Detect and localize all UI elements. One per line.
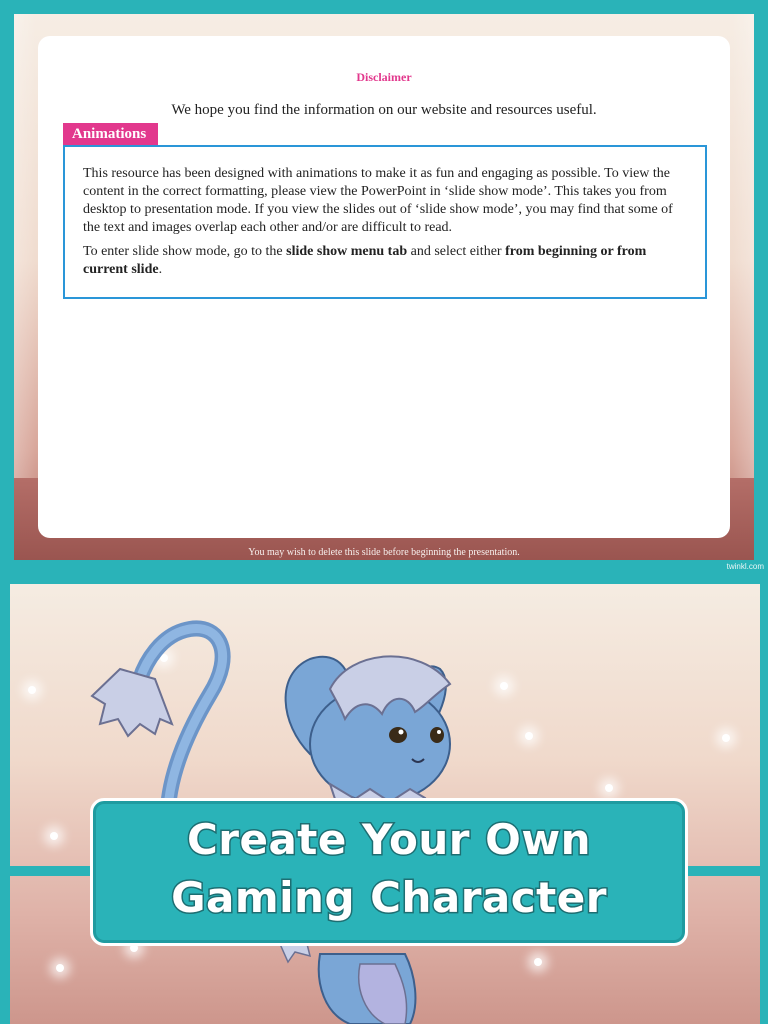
title-slide bbox=[10, 584, 760, 1024]
title-banner bbox=[90, 798, 688, 946]
animations-tab-label: Animations bbox=[63, 123, 158, 145]
instructions-text: . bbox=[158, 262, 163, 277]
animations-info-box bbox=[63, 145, 707, 299]
animations-paragraph: This resource has been designed with animations to make it as fun and engaging as possible. To view the content in the correct formatting, please view the PowerPoint in ‘slide show mode’. This takes you from desktop to presentation mode. If you view the slides out of ‘slide show mode’, you may find that some of the text and images overlap each other and/or are difficult to read. bbox=[83, 166, 673, 235]
intro-text: We hope you find the information on our website and resources useful. bbox=[171, 102, 597, 118]
instructions-bold-menu: slide show menu tab bbox=[286, 244, 408, 259]
instructions-bold-option: from beginning or from current slide bbox=[83, 244, 647, 277]
instructions-text: and select either bbox=[407, 244, 506, 259]
title-line-1: Create Your Own bbox=[186, 815, 592, 864]
disclaimer-card bbox=[38, 36, 730, 538]
slide-show-instructions bbox=[83, 243, 693, 279]
disclaimer-heading: Disclaimer bbox=[356, 70, 412, 84]
disclaimer-slide bbox=[14, 14, 754, 560]
twinkl-brand-link[interactable]: twinkl.com bbox=[726, 562, 764, 571]
delete-slide-note: You may wish to delete this slide before beginning the presentation. bbox=[248, 547, 520, 558]
instructions-text: To enter slide show mode, go to the bbox=[83, 244, 287, 259]
title-line-2: Gaming Character bbox=[171, 873, 607, 922]
